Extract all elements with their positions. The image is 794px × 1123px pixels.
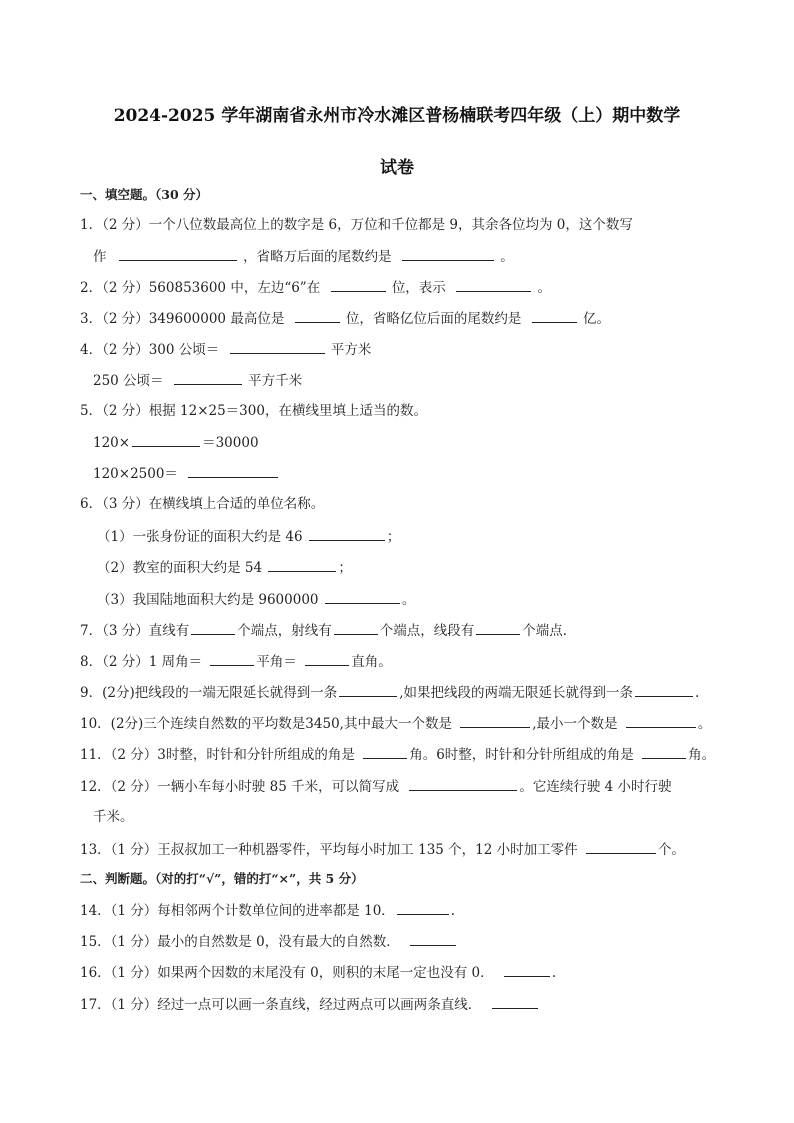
answer-blank[interactable] bbox=[325, 589, 400, 604]
question-5-line3: 120×2500＝ bbox=[93, 463, 280, 484]
answer-blank[interactable] bbox=[230, 339, 325, 354]
question-8: 8．（2 分）1 周角＝ 平角＝ 直角。 bbox=[80, 651, 392, 672]
answer-blank[interactable] bbox=[460, 713, 530, 728]
answer-blank[interactable] bbox=[334, 620, 378, 635]
answer-blank[interactable] bbox=[642, 744, 686, 759]
answer-blank[interactable] bbox=[586, 839, 656, 854]
answer-blank[interactable] bbox=[504, 962, 550, 977]
question-16: 16．（1 分）如果两个因数的末尾没有 0，则积的末尾一定也没有 0． . bbox=[80, 962, 556, 983]
question-6-line2: （1）一张身份证的面积大约是 46 ； bbox=[97, 526, 400, 547]
question-7: 7．（3 分）直线有 个端点，射线有 个端点，线段有 个端点． bbox=[80, 620, 576, 641]
section-true-false: 二、判断题。（对的打“√”，错的打“×”，共 5 分） bbox=[80, 871, 364, 886]
question-17: 17．（1 分）经过一点可以画一条直线，经过两点可以画两条直线． bbox=[80, 994, 540, 1015]
answer-blank[interactable] bbox=[331, 277, 386, 292]
answer-blank[interactable] bbox=[268, 557, 336, 572]
question-2: 2．（2 分）560853600 中，左边“6”在 位，表示 。 bbox=[80, 277, 551, 298]
question-3: 3．（2 分）349600000 最高位是 位，省略亿位后面的尾数约是 亿。 bbox=[80, 308, 610, 329]
question-12-line2: 千米。 bbox=[93, 809, 134, 825]
answer-blank[interactable] bbox=[410, 931, 456, 946]
answer-blank[interactable] bbox=[456, 277, 531, 292]
answer-blank[interactable] bbox=[305, 651, 349, 666]
answer-blank[interactable] bbox=[532, 308, 577, 323]
question-5-line1: 5．（2 分）根据 12×25＝300，在横线里填上适当的数。 bbox=[80, 403, 427, 419]
exam-title-line1: 2024-2025 学年湖南省永州市冷水滩区普杨楠联考四年级（上）期中数学 bbox=[113, 106, 681, 126]
answer-blank[interactable] bbox=[174, 370, 242, 385]
question-12-line1: 12．（2 分）一辆小车每小时驶 85 千米，可以简写成 。它连续行驶 4 小时行驶 bbox=[80, 776, 672, 797]
question-9: 9．(2分)把线段的一端无限延长就得到一条 ,如果把线段的两端无限延长就得到一条 . bbox=[80, 682, 699, 703]
question-11: 11．（2 分）3时整，时针和分针所组成的角是 角。6时整，时针和分针所组成的角是 角。 bbox=[80, 744, 715, 765]
answer-blank[interactable] bbox=[295, 308, 340, 323]
answer-blank[interactable] bbox=[210, 651, 254, 666]
section-fill-in: 一、填空题。（30 分） bbox=[80, 187, 208, 202]
question-15: 15．（1 分）最小的自然数是 0，没有最大的自然数． bbox=[80, 931, 458, 952]
question-1-line2: 作 ，省略万后面的尾数约是 。 bbox=[93, 246, 514, 267]
question-4-line2: 250 公顷＝ 平方千米 bbox=[93, 370, 302, 391]
question-13: 13．（1 分）王叔叔加工一种机器零件，平均每小时加工 135 个，12 小时加工零件 个。 bbox=[80, 839, 685, 860]
answer-blank[interactable] bbox=[409, 776, 517, 791]
question-6-line3: （2）教室的面积大约是 54 ； bbox=[97, 557, 352, 578]
answer-blank[interactable] bbox=[309, 526, 385, 541]
answer-blank[interactable] bbox=[626, 713, 696, 728]
question-1-text: 1．（2 分）一个八位数最高位上的数字是 6，万位和千位都是 9，其余各位均为 0，这个数写 bbox=[80, 217, 633, 233]
answer-blank[interactable] bbox=[132, 432, 200, 447]
question-6-line4: （3）我国陆地面积大约是 9600000 。 bbox=[97, 589, 415, 610]
exam-title-line2: 试卷 bbox=[380, 158, 414, 178]
exam-title bbox=[70, 90, 724, 194]
answer-blank[interactable] bbox=[476, 620, 520, 635]
answer-blank[interactable] bbox=[402, 246, 494, 261]
answer-blank[interactable] bbox=[191, 620, 235, 635]
answer-blank[interactable] bbox=[363, 744, 407, 759]
question-10: 10．(2分)三个连续自然数的平均数是3450,其中最大一个数是 ,最小一个数是 。 bbox=[80, 713, 711, 734]
question-4-line1: 4．（2 分）300 公顷＝ 平方米 bbox=[80, 339, 371, 360]
question-5-line2: 120× ＝30000 bbox=[93, 432, 259, 453]
answer-blank[interactable] bbox=[635, 682, 693, 697]
question-6-line1: 6．（3 分）在横线填上合适的单位名称。 bbox=[80, 496, 325, 512]
answer-blank[interactable] bbox=[119, 246, 237, 261]
question-1-line1 bbox=[80, 215, 633, 235]
question-14: 14．（1 分）每相邻两个计数单位间的进率都是 10． . bbox=[80, 900, 455, 921]
answer-blank[interactable] bbox=[188, 463, 278, 478]
answer-blank[interactable] bbox=[492, 994, 538, 1009]
answer-blank[interactable] bbox=[397, 900, 449, 915]
answer-blank[interactable] bbox=[339, 682, 397, 697]
